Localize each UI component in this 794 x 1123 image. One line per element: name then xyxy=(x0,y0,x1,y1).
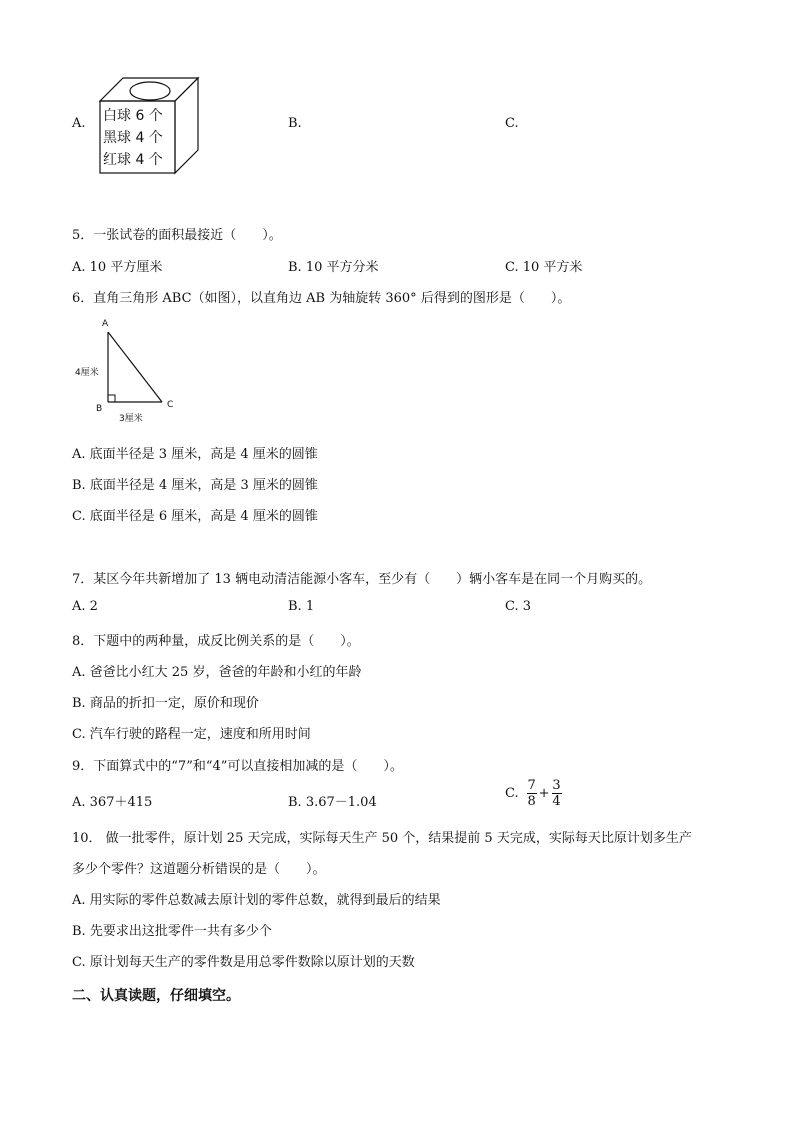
plus-sign: + xyxy=(538,786,550,801)
box-line-black: 黑球 4 个 xyxy=(103,130,163,146)
q10-option-c: C. 原计划每天生产的零件数是用总零件数除以原计划的天数 xyxy=(72,955,415,970)
q7-option-c: C. 3 xyxy=(505,599,532,614)
box-line-red: 红球 4 个 xyxy=(103,152,163,168)
vertex-c-label: C xyxy=(167,400,174,410)
q10-option-b: B. 先要求出这批零件一共有多少个 xyxy=(72,924,272,939)
fraction-3-4 xyxy=(552,778,562,809)
box-opening xyxy=(130,82,170,100)
q7-stem: 7．某区今年共新增加了 13 辆电动清洁能源小客车，至少有（ ）辆小客车是在同一个月购买的。 xyxy=(72,572,652,587)
q6-option-a: A. 底面半径是 3 厘米，高是 4 厘米的圆锥 xyxy=(72,447,318,462)
fraction-7-8 xyxy=(527,778,537,809)
section-2-title: 二、认真读题，仔细填空。 xyxy=(72,988,240,1004)
side-ab-label: 4厘米 xyxy=(75,368,99,378)
fraction-denominator: 8 xyxy=(527,794,536,809)
q9-option-c-letter: C. xyxy=(505,786,519,801)
q6-stem: 6．直角三角形 ABC（如图），以直角边 AB 为轴旋转 360° 后得到的图形是（ ）。 xyxy=(72,291,571,306)
q8-stem: 8．下题中的两种量，成反比例关系的是（ ）。 xyxy=(72,634,360,649)
fraction-numerator: 3 xyxy=(552,778,561,793)
q5-option-c: C. 10 平方米 xyxy=(505,260,583,275)
q10-option-a: A. 用实际的零件总数减去原计划的零件总数，就得到最后的结果 xyxy=(72,893,441,908)
q8-option-c: C. 汽车行驶的路程一定，速度和所用时间 xyxy=(72,727,311,742)
vertex-a-label: A xyxy=(102,319,109,329)
q6-option-b: B. 底面半径是 4 厘米，高是 3 厘米的圆锥 xyxy=(72,478,318,493)
q9-option-b: B. 3.67－1.04 xyxy=(288,795,377,810)
side-bc-label: 3厘米 xyxy=(119,414,143,424)
q10-stem-line1: 10． 做一批零件，原计划 25 天完成，实际每天生产 50 个，结果提前 5 天完成，实际每天比原计划多生产 xyxy=(72,831,692,846)
q9-stem: 9．下面算式中的“7”和“4”可以直接相加减的是（ ）。 xyxy=(72,759,403,774)
fraction-denominator: 4 xyxy=(552,794,561,809)
fraction-numerator: 7 xyxy=(527,778,536,793)
q5-stem: 5．一张试卷的面积最接近（ ）。 xyxy=(72,228,282,243)
q5-option-b: B. 10 平方分米 xyxy=(288,260,379,275)
q10-stem-line2: 多少个零件？这道题分析错误的是（ ）。 xyxy=(72,862,326,877)
q6-option-c: C. 底面半径是 6 厘米，高是 4 厘米的圆锥 xyxy=(72,509,318,524)
box-figure xyxy=(98,76,208,176)
q7-option-b: B. 1 xyxy=(288,599,315,614)
q8-option-a: A. 爸爸比小红大 25 岁，爸爸的年龄和小红的年龄 xyxy=(72,665,362,680)
q7-option-a: A. 2 xyxy=(72,599,98,614)
box-line-white: 白球 6 个 xyxy=(103,108,163,124)
q9-option-c xyxy=(505,778,562,809)
q5-option-a: A. 10 平方厘米 xyxy=(72,260,163,275)
q4-option-c-letter: C. xyxy=(505,116,519,131)
q8-option-b: B. 商品的折扣一定，原价和现价 xyxy=(72,696,259,711)
triangle-figure xyxy=(74,318,184,428)
q9-option-a: A. 367＋415 xyxy=(72,795,153,810)
q4-option-b-letter: B. xyxy=(288,116,302,131)
vertex-b-label: B xyxy=(96,404,103,414)
q4-option-a-letter: A. xyxy=(72,116,86,131)
